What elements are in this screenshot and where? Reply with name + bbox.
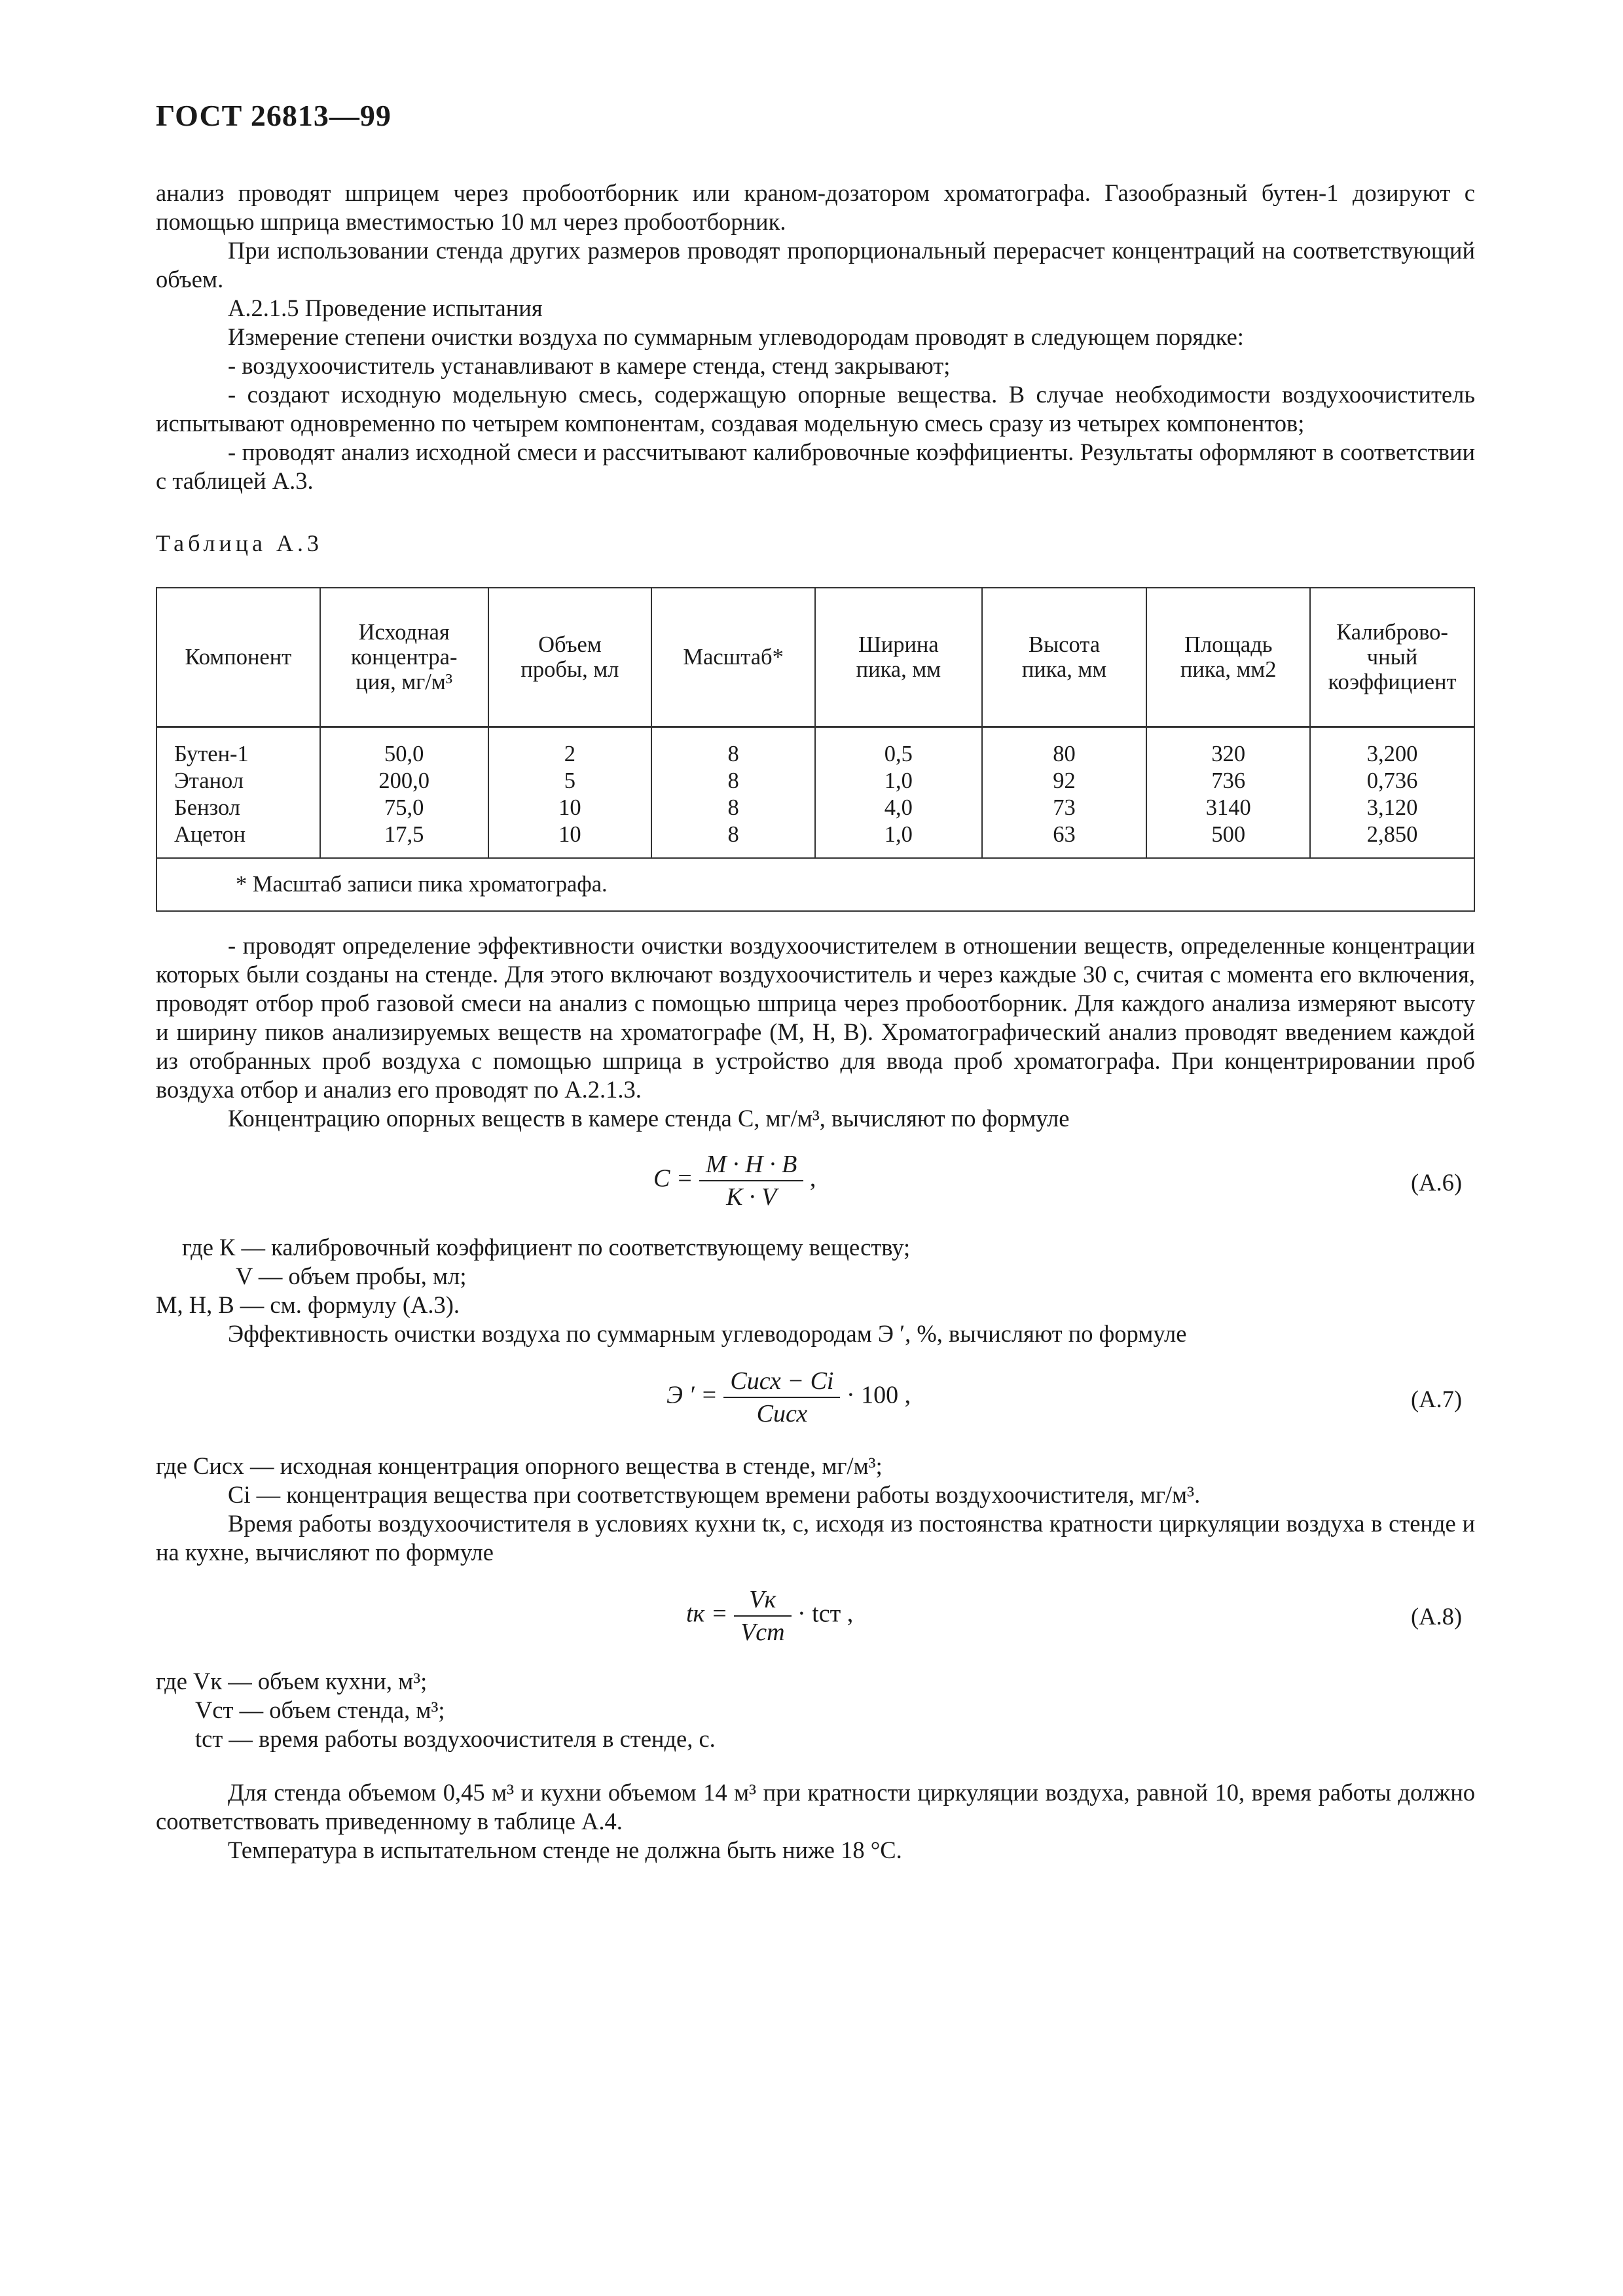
header-line: Масштаб*: [683, 645, 784, 670]
table-cell-value: 3,200: [1366, 742, 1418, 766]
formula-a6: [156, 1142, 1475, 1224]
formula-a7-tail: · 100 ,: [846, 1381, 911, 1409]
table-cell-value: 8: [727, 822, 739, 847]
intro-paragraph-1: анализ проводят шприцем через пробоотборник или краном-дозатором хроматографа. Газообразный бутен-1 дозируют с помощью шприца вместимостью 10 мл через пробоотборник.: [156, 179, 1475, 235]
where-a7-line-3: Время работы воздухоочистителя в условиях кухни tк, с, исходя из постоянства кратности циркуляции воздуха в стенде и на кухне, вычисляют по формуле: [156, 1510, 1475, 1566]
table-cell-value: 73: [1053, 795, 1076, 820]
volume-column: [488, 727, 652, 859]
formula-a6-numerator: M · H · B: [699, 1150, 803, 1181]
table-cell-value: 2,850: [1366, 822, 1418, 847]
formula-a7-fraction: [723, 1367, 840, 1428]
formula-a6-number: (А.6): [1410, 1169, 1462, 1196]
formula-a7-denominator: Cисх: [756, 1400, 808, 1427]
height-column: [982, 727, 1147, 859]
table-cell-value: Этанол: [174, 768, 244, 793]
table-cell-value: 200,0: [378, 768, 429, 793]
component-column: [156, 727, 320, 859]
table-cell-value: 50,0: [384, 742, 424, 766]
formula-a7-lhs: Э ′ =: [666, 1381, 718, 1409]
document-header: ГОСТ 26813—99: [156, 99, 392, 132]
header-line: коэффициент: [1328, 670, 1457, 694]
where-a8-line-1: где Vк — объем кухни, м³;: [156, 1668, 428, 1695]
table-cell-value: 4,0: [884, 795, 913, 820]
table-header-row: [156, 588, 1474, 727]
coef-column: [1310, 727, 1474, 859]
table-cell-value: 10: [558, 822, 581, 847]
where-a7-line-1: где Сисх — исходная концентрация опорного вещества в стенде, мг/м³;: [156, 1452, 883, 1479]
header-cell: [320, 588, 488, 727]
table-cell-value: 5: [564, 768, 576, 793]
header-line: пика, мм: [1021, 657, 1107, 682]
table-cell-value: Бутен-1: [174, 742, 249, 766]
formula-a8-tail: · tст ,: [797, 1600, 854, 1628]
table-footnote-row: [156, 858, 1474, 911]
where-a6-line-2: V — объем пробы, мл;: [236, 1263, 467, 1289]
after-table-paragraph-1: - проводят определение эффективности очистки воздухоочистителем в отношении веществ, определенные концентрации которых были созданы на стенде. Для этого включают воздухоочиститель и через каждые 30 с, считая с момента его включения, проводят отбор проб газовой смеси на анализ с помощью шприца через пробоотборник. Для каждого анализа измеряют высоту и ширину пиков анализируемых веществ на хроматографе (М, Н, В). Хроматографический анализ проводят введением каждой из отобранных проб воздуха с помощью шприца в устройство для ввода проб хроматографа. При концентрировании проб воздуха отбор и анализ его проводят по А.2.1.3.: [156, 932, 1475, 1103]
formula-a7: [156, 1357, 1475, 1443]
table-cell-value: 92: [1053, 768, 1076, 793]
table-cell-value: 8: [727, 795, 739, 820]
after-table-paragraph-2: Концентрацию опорных веществ в камере стенда С, мг/м³, вычисляют по формуле: [228, 1105, 1070, 1132]
concentration-column: [320, 727, 488, 859]
header-cell: [488, 588, 652, 727]
area-column: [1146, 727, 1310, 859]
table-cell-value: 8: [727, 768, 739, 793]
table-cell-value: 17,5: [384, 822, 424, 847]
formula-a7-numerator: Cисх − Ci: [723, 1367, 840, 1398]
formula-a8-denominator: Vст: [740, 1619, 785, 1646]
header-line: Объем: [538, 632, 602, 657]
table-cell-value: 2: [564, 742, 576, 766]
section-heading: А.2.1.5 Проведение испытания: [228, 295, 543, 321]
formula-a8-fraction: [734, 1585, 792, 1647]
table-cell-value: 1,0: [884, 768, 913, 793]
header-cell: [815, 588, 982, 727]
header-line: Высота: [1028, 632, 1101, 657]
table-body-row: [156, 727, 1474, 859]
header-line: Площадь: [1184, 632, 1273, 657]
scale-column: [651, 727, 815, 859]
table-cell-value: 736: [1211, 768, 1246, 793]
header-cell: [1310, 588, 1474, 727]
table-cell-value: 8: [727, 742, 739, 766]
table-cell-value: Бензол: [174, 795, 241, 820]
formula-a6-denominator: K · V: [726, 1183, 777, 1211]
where-a6-line-1: где К — калибровочный коэффициент по соответствующему веществу;: [182, 1234, 911, 1261]
header-cell: [982, 588, 1147, 727]
header-line: ция, мг/м³: [356, 670, 453, 694]
step-2: - создают исходную модельную смесь, содержащую опорные вещества. В случае необходимости воздухоочиститель испытывают одновременно по четырем компонентам, создавая модельную смесь сразу из четырех компонентов;: [156, 381, 1475, 437]
header-line: концентра-: [350, 645, 458, 670]
intro-paragraph-4: Измерение степени очистки воздуха по суммарным углеводородам проводят в следующем порядке:: [228, 323, 1244, 350]
header-line: Компонент: [185, 645, 292, 670]
width-column: [815, 727, 982, 859]
table-cell-value: 0,736: [1366, 768, 1418, 793]
where-a7-line-2: Сi — концентрация вещества при соответствующем времени работы воздухоочистителя, мг/м³.: [228, 1481, 1201, 1508]
step-1: - воздухоочиститель устанавливают в камере стенда, стенд закрывают;: [228, 352, 951, 379]
header-cell: [1146, 588, 1310, 727]
formula-a6-tail: ,: [809, 1164, 816, 1193]
closing-paragraph-2: Температура в испытательном стенде не должна быть ниже 18 °С.: [228, 1837, 902, 1863]
header-cell: [651, 588, 815, 727]
header-line: пика, мм2: [1180, 657, 1277, 682]
document-page: [156, 98, 1475, 1865]
table-footnote: * Масштаб записи пика хроматографа.: [156, 858, 1474, 911]
where-a8-line-2: Vст — объем стенда, м³;: [195, 1696, 445, 1723]
table-cell-value: Ацетон: [174, 822, 246, 847]
header-cell: [156, 588, 320, 727]
calibration-table: [156, 587, 1475, 912]
table-cell-value: 10: [558, 795, 581, 820]
table-cell-value: 63: [1053, 822, 1076, 847]
table-cell-value: 75,0: [384, 795, 424, 820]
formula-a8-numerator: Vк: [734, 1585, 792, 1617]
header-line: пика, мм: [856, 657, 941, 682]
table-cell-value: 3140: [1205, 795, 1251, 820]
formula-a8-lhs: tк =: [686, 1600, 728, 1628]
closing-paragraph-1: Для стенда объемом 0,45 м³ и кухни объемом 14 м³ при кратности циркуляции воздуха, равной 10, время работы должно соответствовать приведенному в таблице А.4.: [156, 1779, 1475, 1835]
table-cell-value: 3,120: [1366, 795, 1418, 820]
formula-a8-number: (А.8): [1410, 1603, 1462, 1630]
step-3: - проводят анализ исходной смеси и рассчитывают калибровочные коэффициенты. Результаты оформляют в соответствии с таблицей А.3.: [156, 439, 1475, 494]
where-a8-line-3: tст — время работы воздухоочистителя в стенде, с.: [195, 1725, 716, 1752]
formula-a6-lhs: C =: [653, 1164, 693, 1193]
header-line: Ширина: [858, 632, 939, 657]
header-line: чный: [1366, 645, 1418, 670]
table-cell-value: 320: [1211, 742, 1246, 766]
formula-a7-number: (А.7): [1410, 1386, 1462, 1412]
where-a6-line-3: М, Н, В — см. формулу (А.3).: [156, 1291, 460, 1318]
where-a6-line-4: Эффективность очистки воздуха по суммарным углеводородам Э ′, %, вычисляют по формуле: [228, 1320, 1187, 1347]
formula-a8: [156, 1576, 1475, 1658]
header-line: Исходная: [358, 620, 450, 645]
table-cell-value: 1,0: [884, 822, 913, 847]
header-line: Калиброво-: [1336, 620, 1448, 645]
table-cell-value: 0,5: [884, 742, 913, 766]
table-cell-value: 80: [1053, 742, 1076, 766]
table-cell-value: 500: [1211, 822, 1246, 847]
header-line: пробы, мл: [520, 657, 619, 682]
intro-paragraph-2: При использовании стенда других размеров проводят пропорциональный перерасчет концентраций на соответствующий объем.: [156, 237, 1475, 293]
table-caption: Таблица А.3: [156, 530, 323, 556]
formula-a6-fraction: [699, 1150, 803, 1211]
